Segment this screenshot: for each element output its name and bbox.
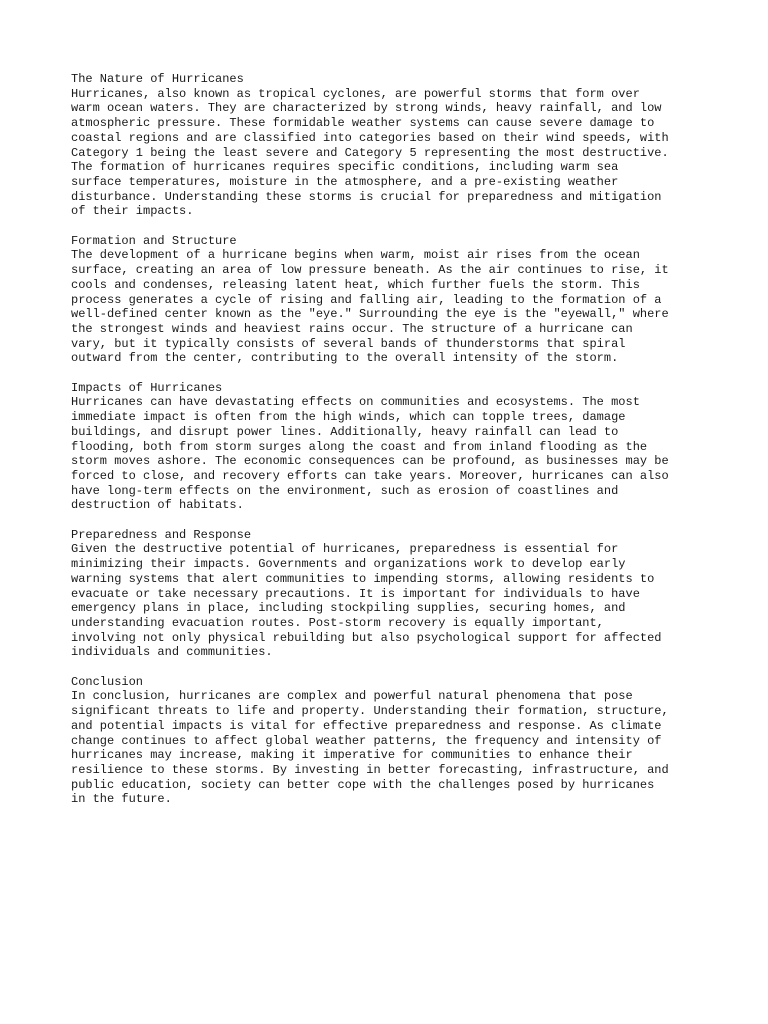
paragraph-line: immediate impact is often from the high winds, which can topple trees, damage [71,410,626,425]
paragraph-line: Hurricanes can have devastating effects on communities and ecosystems. The most [71,395,640,410]
section-formation-and-structure [71,234,711,366]
section-preparedness-and-response [71,528,711,660]
section-heading: The Nature of Hurricanes [71,72,244,86]
paragraph-line: involving not only physical rebuilding but also psychological support for affected [71,630,662,645]
section-heading: Preparedness and Response [71,527,252,542]
paragraph-line: and potential impacts is vital for effective preparedness and response. As climate [71,718,662,733]
paragraph-line: The formation of hurricanes requires specific conditions, including warm sea [71,160,619,175]
paragraph-line: destruction of habitats. [71,498,244,513]
paragraph-line: forced to close, and recovery efforts can take years. Moreover, hurricanes can also [71,468,669,483]
paragraph-line: The development of a hurricane begins when warm, moist air rises from the ocean [71,248,640,263]
paragraph-line: change continues to affect global weather patterns, the frequency and intensity of [71,733,662,748]
paragraph-line: of their impacts. [71,204,194,219]
paragraph-line: public education, society can better cope with the challenges posed by hurricanes [71,777,655,792]
paragraph-line: warm ocean waters. They are characterized by strong winds, heavy rainfall, and low [71,101,662,116]
section-the-nature-of-hurricanes [71,72,711,219]
paragraph-line: Hurricanes, also known as tropical cyclones, are powerful storms that form over [71,86,640,101]
paragraph-line: disturbance. Understanding these storms is crucial for preparedness and mitigation [71,189,662,204]
paragraph-line: evacuate or take necessary precautions. It is important for individuals to have [71,586,640,601]
section-impacts-of-hurricanes [71,381,711,513]
section-conclusion [71,675,711,807]
paragraph-line: surface temperatures, moisture in the atmosphere, and a pre-existing weather [71,174,619,189]
paragraph-line: in the future. [71,792,172,807]
paragraph-line: atmospheric pressure. These formidable weather systems can cause severe damage to [71,116,655,131]
paragraph-line: surface, creating an area of low pressure beneath. As the air continues to rise, it [71,263,669,278]
paragraph-line: have long-term effects on the environment, such as erosion of coastlines and [71,483,619,498]
paragraph-line: cools and condenses, releasing latent heat, which further fuels the storm. This [71,277,640,292]
paragraph-line: Given the destructive potential of hurricanes, preparedness is essential for [71,542,619,557]
paragraph-line: process generates a cycle of rising and falling air, leading to the formation of a [71,292,662,307]
paragraph-line: In conclusion, hurricanes are complex and powerful natural phenomena that pose [71,689,633,704]
section-heading: Conclusion [71,674,144,689]
paragraph-line: buildings, and disrupt power lines. Additionally, heavy rainfall can lead to [71,424,619,439]
paragraph-line: outward from the center, contributing to the overall intensity of the storm. [71,351,619,366]
paragraph-line: storm moves ashore. The economic consequences can be profound, as businesses may be [71,454,669,469]
paragraph-line: minimizing their impacts. Governments and organizations work to develop early [71,557,626,572]
paragraph-line: individuals and communities. [71,645,273,660]
paragraph-line: understanding evacuation routes. Post-storm recovery is equally important, [71,615,604,630]
section-heading: Formation and Structure [71,233,237,248]
paragraph-line: significant threats to life and property. Understanding their formation, structure, [71,704,669,719]
paragraph-line: warning systems that alert communities to impending storms, allowing residents to [71,571,655,586]
paragraph-line: coastal regions and are classified into categories based on their wind speeds, with [71,130,669,145]
paragraph-line: hurricanes may increase, making it imperative for communities to enhance their [71,748,633,763]
paragraph-line: well-defined center known as the "eye." Surrounding the eye is the "eyewall," where [71,307,669,322]
document-page [71,72,711,822]
section-heading: Impacts of Hurricanes [71,380,223,395]
paragraph-line: the strongest winds and heaviest rains occur. The structure of a hurricane can [71,321,633,336]
paragraph-line: flooding, both from storm surges along the coast and from inland flooding as the [71,439,648,454]
paragraph-line: vary, but it typically consists of several bands of thunderstorms that spiral [71,336,626,351]
paragraph-line: Category 1 being the least severe and Category 5 representing the most destructive. [71,145,669,160]
paragraph-line: resilience to these storms. By investing in better forecasting, infrastructure, and [71,762,669,777]
paragraph-line: emergency plans in place, including stockpiling supplies, securing homes, and [71,601,626,616]
